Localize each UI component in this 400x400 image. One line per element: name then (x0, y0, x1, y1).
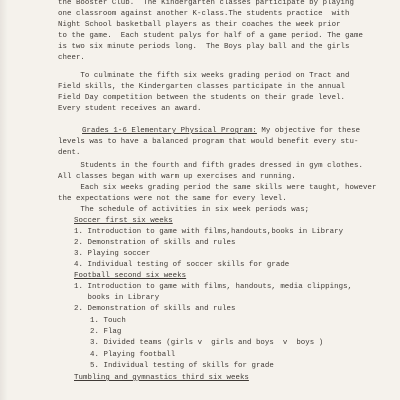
tumbling-heading: Tumbling and gymnastics third six weeks (74, 374, 249, 382)
field-day-line-2: Field skills, the Kindergarten classes participate in the annual (58, 83, 346, 91)
football-subitem-5: 5. Individual testing of skills for grade (90, 362, 274, 370)
scan-shadow (0, 0, 8, 400)
grades-heading: Grades 1-6 Elementary Physical Program: (82, 127, 257, 135)
field-day-line-3: Field Day competition between the students on their grade level. (58, 94, 346, 102)
football-subitem-3: 3. Divided teams (girls v girls and boys v boys ) (90, 339, 324, 347)
grades-line-5: All classes began with warm up exercises and running. (58, 173, 296, 181)
football-subitem-2: 2. Flag (90, 328, 122, 336)
grades-line-6: Each six weeks grading period the same skills were taught, however (58, 184, 377, 192)
soccer-item-4: 4. Individual testing of soccer skills for grade (74, 261, 290, 269)
grades-line-7: the expectations were not the same for every level. (58, 195, 287, 203)
grades-first-line (82, 127, 360, 136)
field-day-line-1: To culminate the fifth six weeks grading period on Tract and (58, 72, 350, 80)
soccer-item-3: 3. Playing soccer (74, 250, 151, 258)
football-item-2: 2. Demonstration of skills and rules (74, 305, 236, 313)
soccer-heading: Soccer first six weeks (74, 217, 173, 225)
intro-line-4: to the game. Each student palys for half of a game period. The game (58, 32, 363, 40)
grades-line-8: The schedule of activities in six week periods was; (58, 206, 310, 214)
intro-line-1: the Booster Club. The Kindergarten classes participate by playing (58, 0, 355, 7)
football-heading: Football second six weeks (74, 272, 187, 280)
grades-line-1-rest: My objective for these (256, 127, 361, 135)
intro-line-5: is two six minute periods long. The Boys play ball and the girls (58, 43, 350, 51)
football-subitem-4: 4. Playing football (90, 351, 176, 359)
football-item-1-line-2: books in Library (74, 294, 160, 302)
soccer-item-1: 1. Introduction to game with films,handouts,books in Library (74, 228, 344, 236)
grades-line-2: levels was to have a balanced program that would benefit every stu- (58, 138, 359, 146)
intro-line-6: cheer. (58, 54, 85, 62)
football-item-1-line-1: 1. Introduction to game with films, handouts, media clippings, (74, 283, 353, 291)
grades-line-3: dent. (58, 149, 81, 157)
grades-line-4: Students in the fourth and fifth grades dressed in gym clothes. (58, 162, 363, 170)
intro-line-2: one classroom against another K-class.The students practice with (58, 10, 350, 18)
field-day-line-4: Every student receives an award. (58, 105, 202, 113)
football-subitem-1: 1. Touch (90, 317, 126, 325)
intro-line-3: Night School basketball players as their coaches the week prior (58, 21, 341, 29)
soccer-item-2: 2. Demonstration of skills and rules (74, 239, 236, 247)
